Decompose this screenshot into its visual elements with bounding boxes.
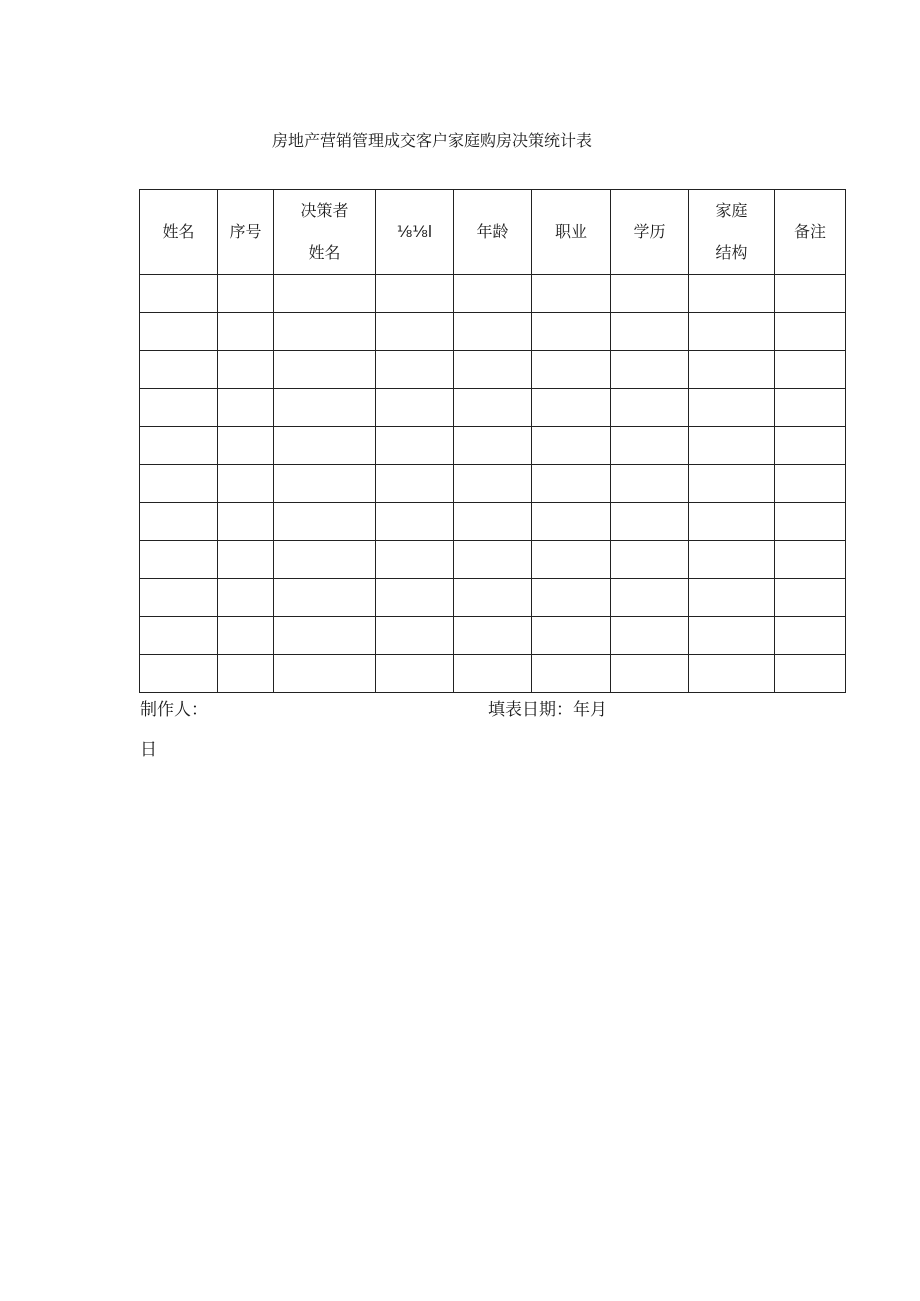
table-cell[interactable]	[376, 579, 454, 617]
table-cell[interactable]	[775, 275, 846, 313]
table-cell[interactable]	[775, 503, 846, 541]
table-cell[interactable]	[376, 427, 454, 465]
table-cell[interactable]	[611, 275, 689, 313]
table-cell[interactable]	[454, 503, 532, 541]
table-cell[interactable]	[611, 579, 689, 617]
table-cell[interactable]	[140, 541, 218, 579]
header-serial: 序号	[218, 190, 274, 275]
table-cell[interactable]	[775, 465, 846, 503]
table-cell[interactable]	[454, 275, 532, 313]
table-cell[interactable]	[532, 427, 611, 465]
header-remarks: 备注	[775, 190, 846, 275]
fill-date-label: 填表日期：年月	[488, 700, 607, 720]
table-cell[interactable]	[274, 655, 376, 693]
maker-label: 制作人：	[140, 700, 208, 720]
table-cell[interactable]	[376, 389, 454, 427]
table-cell[interactable]	[274, 351, 376, 389]
table-row	[140, 503, 846, 541]
table-cell[interactable]	[376, 617, 454, 655]
table-cell[interactable]	[274, 313, 376, 351]
table-cell[interactable]	[611, 503, 689, 541]
table-cell[interactable]	[274, 275, 376, 313]
table-cell[interactable]	[532, 465, 611, 503]
table-cell[interactable]	[376, 503, 454, 541]
table-cell[interactable]	[274, 617, 376, 655]
table-cell[interactable]	[218, 351, 274, 389]
table-cell[interactable]	[775, 541, 846, 579]
table-row	[140, 427, 846, 465]
table-cell[interactable]	[532, 541, 611, 579]
table-cell[interactable]	[376, 351, 454, 389]
table-cell[interactable]	[140, 313, 218, 351]
table-cell[interactable]	[454, 313, 532, 351]
table-cell[interactable]	[775, 579, 846, 617]
table-cell[interactable]	[218, 617, 274, 655]
table-cell[interactable]	[376, 541, 454, 579]
table-header-row	[140, 190, 846, 275]
table-cell[interactable]	[454, 655, 532, 693]
table-cell[interactable]	[611, 313, 689, 351]
table-cell[interactable]	[532, 503, 611, 541]
table-cell[interactable]	[532, 389, 611, 427]
table-cell[interactable]	[274, 427, 376, 465]
table-cell[interactable]	[218, 579, 274, 617]
header-education: 学历	[611, 190, 689, 275]
table-row	[140, 655, 846, 693]
header-decision-maker: 决策者 姓名	[274, 190, 376, 275]
table-cell[interactable]	[218, 313, 274, 351]
header-family-structure: 家庭 结构	[689, 190, 775, 275]
table-cell[interactable]	[454, 541, 532, 579]
table-cell[interactable]	[140, 617, 218, 655]
table-cell[interactable]	[454, 465, 532, 503]
header-name: 姓名	[140, 190, 218, 275]
table-cell[interactable]	[611, 427, 689, 465]
table-cell[interactable]	[775, 427, 846, 465]
table-cell[interactable]	[532, 313, 611, 351]
table-cell[interactable]	[689, 503, 775, 541]
table-cell[interactable]	[611, 465, 689, 503]
table-cell[interactable]	[775, 389, 846, 427]
table-cell[interactable]	[775, 313, 846, 351]
table-cell[interactable]	[140, 389, 218, 427]
table-cell[interactable]	[689, 655, 775, 693]
table-cell[interactable]	[689, 617, 775, 655]
day-label: 日	[140, 740, 157, 760]
table-cell[interactable]	[140, 655, 218, 693]
table-cell[interactable]	[140, 503, 218, 541]
table-cell[interactable]	[218, 465, 274, 503]
table-cell[interactable]	[689, 313, 775, 351]
table-cell[interactable]	[140, 427, 218, 465]
table-cell[interactable]	[140, 579, 218, 617]
page-title: 房地产营销管理成交客户家庭购房决策统计表	[272, 131, 593, 150]
table-cell[interactable]	[532, 617, 611, 655]
table-cell[interactable]	[775, 655, 846, 693]
header-occupation: 职业	[532, 190, 611, 275]
table-cell[interactable]	[532, 351, 611, 389]
table-cell[interactable]	[532, 579, 611, 617]
table-cell[interactable]	[218, 541, 274, 579]
table-cell[interactable]	[274, 541, 376, 579]
table-cell[interactable]	[689, 427, 775, 465]
table-cell[interactable]	[218, 427, 274, 465]
table-cell[interactable]	[274, 503, 376, 541]
table-cell[interactable]	[454, 617, 532, 655]
table-cell[interactable]	[376, 655, 454, 693]
table-cell[interactable]	[611, 541, 689, 579]
table-cell[interactable]	[376, 313, 454, 351]
table-cell[interactable]	[140, 275, 218, 313]
table-cell[interactable]	[140, 351, 218, 389]
header-age: 年龄	[454, 190, 532, 275]
header-garbled: ⅛⅛l	[376, 190, 454, 275]
table-cell[interactable]	[611, 389, 689, 427]
table-row	[140, 617, 846, 655]
table-row	[140, 541, 846, 579]
table-cell[interactable]	[689, 389, 775, 427]
table-cell[interactable]	[454, 351, 532, 389]
table-cell[interactable]	[376, 465, 454, 503]
table-cell[interactable]	[454, 579, 532, 617]
table-cell[interactable]	[532, 655, 611, 693]
table-row	[140, 389, 846, 427]
table-cell[interactable]	[454, 389, 532, 427]
table-row	[140, 313, 846, 351]
table-cell[interactable]	[611, 655, 689, 693]
table-cell[interactable]	[140, 465, 218, 503]
table-cell[interactable]	[611, 617, 689, 655]
table-cell[interactable]	[218, 275, 274, 313]
table-cell[interactable]	[775, 351, 846, 389]
table-cell[interactable]	[689, 351, 775, 389]
table-cell[interactable]	[274, 465, 376, 503]
table-cell[interactable]	[611, 351, 689, 389]
table-row	[140, 465, 846, 503]
table-cell[interactable]	[218, 389, 274, 427]
table-cell[interactable]	[689, 579, 775, 617]
decision-stats-table	[139, 189, 846, 693]
table-cell[interactable]	[689, 275, 775, 313]
table-cell[interactable]	[532, 275, 611, 313]
table-cell[interactable]	[775, 617, 846, 655]
table-cell[interactable]	[274, 579, 376, 617]
table-cell[interactable]	[218, 503, 274, 541]
table-row	[140, 275, 846, 313]
table-cell[interactable]	[454, 427, 532, 465]
table-cell[interactable]	[689, 465, 775, 503]
table-row	[140, 351, 846, 389]
table-cell[interactable]	[274, 389, 376, 427]
table-cell[interactable]	[689, 541, 775, 579]
table-cell[interactable]	[376, 275, 454, 313]
table-cell[interactable]	[218, 655, 274, 693]
table-row	[140, 579, 846, 617]
